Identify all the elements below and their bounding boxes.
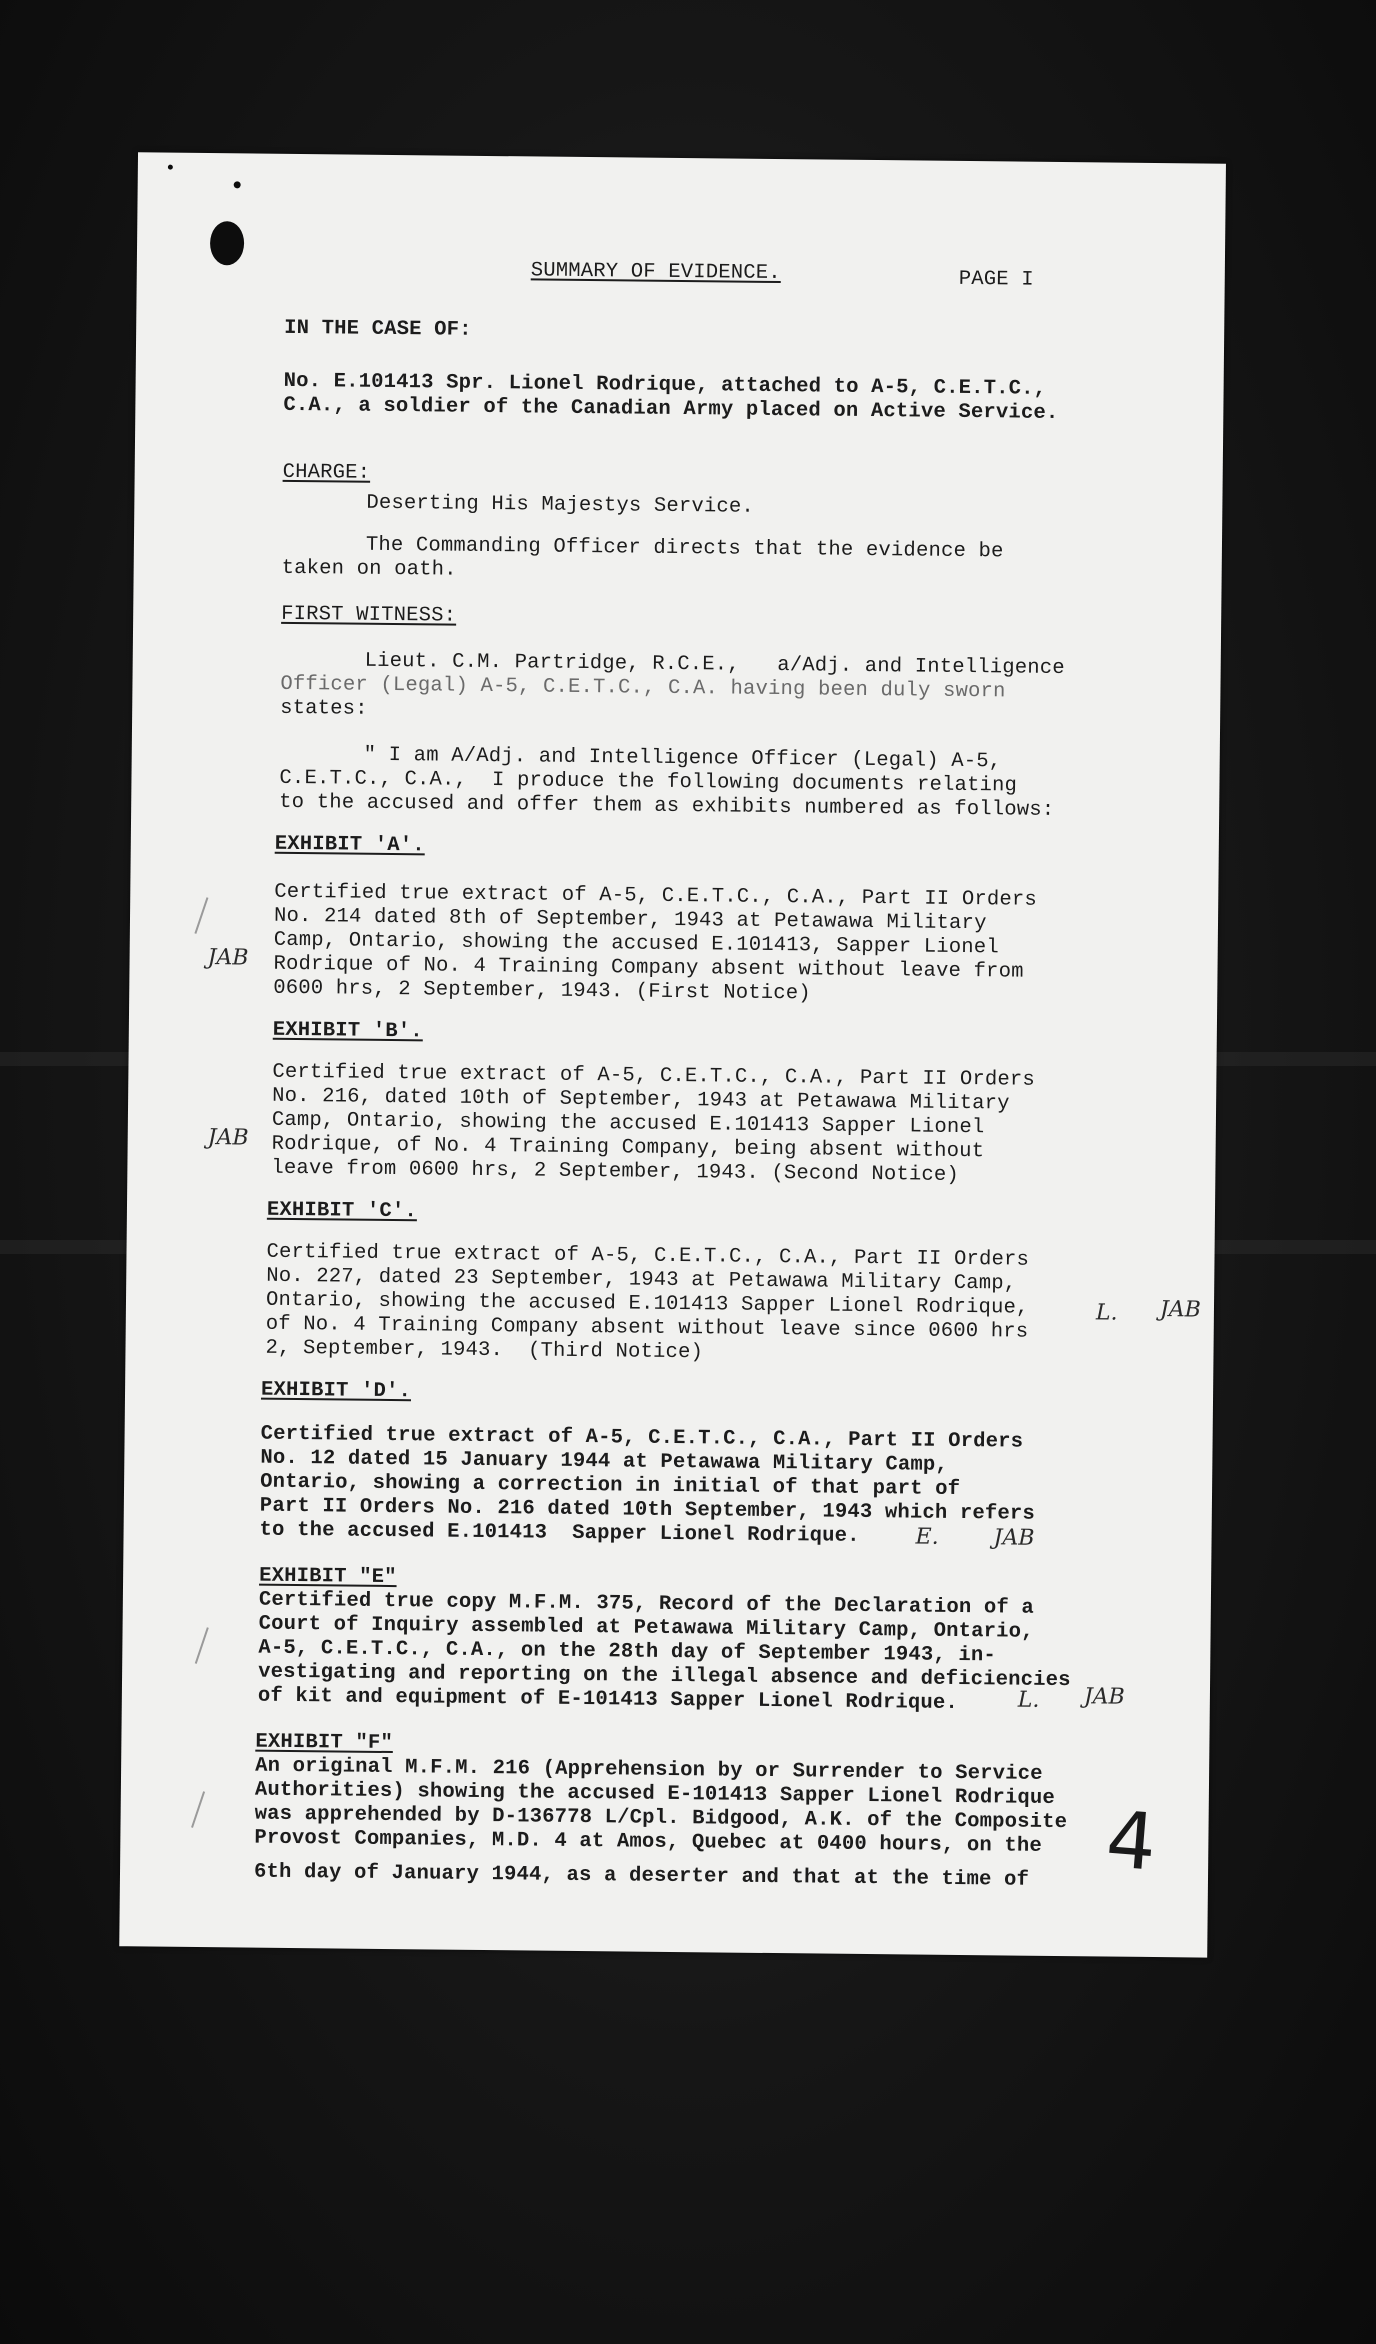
exhibit-line: 0600 hrs, 2 September, 1943. (First Notice)	[273, 976, 811, 1006]
statement-line: to the accused and offer them as exhibits numbered as follows:	[279, 790, 1055, 822]
exhibit-line: Certified true extract of A-5, C.E.T.C., C.A., Part II Orders	[272, 1060, 1036, 1092]
handwritten-initials: JAB	[207, 1125, 249, 1151]
case-line: C.A., a soldier of the Canadian Army placed on Active Service.	[283, 393, 1059, 425]
exhibit-line: leave from 0600 hrs, 2 September, 1943. (Second Notice)	[271, 1156, 960, 1187]
exhibit-line: No. 214 dated 8th of September, 1943 at Petawawa Military	[273, 904, 987, 936]
exhibit-line: to the accused E.101413 Sapper Lionel Rodrique.	[259, 1518, 860, 1548]
exhibit-line: of kit and equipment of E-101413 Sapper Lionel Rodrique.	[257, 1684, 959, 1715]
exhibit-line: No. 227, dated 23 September, 1943 at Petawawa Military Camp,	[266, 1264, 1017, 1296]
exhibit-line: Ontario, showing the accused E.101413 Sapper Lionel Rodrique,	[265, 1288, 1029, 1320]
handwritten-mark: E.	[915, 1524, 939, 1550]
witness-heading: FIRST WITNESS:	[281, 602, 457, 628]
statement-line: " I am A/Adj. and Intelligence Officer (Legal) A-5,	[363, 743, 1002, 774]
page-label: PAGE I	[958, 267, 1034, 292]
document-title: SUMMARY OF EVIDENCE.	[530, 259, 781, 286]
exhibit-heading: EXHIBIT 'D'.	[260, 1378, 412, 1404]
exhibit-line: Rodrique of No. 4 Training Company absent without leave from	[273, 952, 1024, 984]
speck	[168, 165, 173, 170]
exhibit-heading: EXHIBIT "F"	[255, 1730, 394, 1756]
handwritten-mark: L.	[1095, 1300, 1118, 1326]
exhibit-line: Certified true extract of A-5, C.E.T.C., C.A., Part II Orders	[274, 880, 1037, 912]
exhibit-line: 6th day of January 1944, as a deserter and that at the time of	[253, 1860, 1030, 1892]
exhibit-line: Part II Orders No. 216 dated 10th September, 1943 which refers	[259, 1494, 1036, 1526]
exhibit-line: Provost Companies, M.D. 4 at Amos, Quebec at 0400 hours, on the	[254, 1826, 1043, 1858]
handwritten-page-number: 4	[1102, 1794, 1160, 1889]
check-mark-icon	[191, 1791, 220, 1833]
statement-line: C.E.T.C., C.A., I produce the following documents relating	[279, 766, 1018, 798]
exhibit-line: Camp, Ontario, showing the accused E.101413, Sapper Lionel	[273, 928, 999, 960]
exhibit-line: Court of Inquiry assembled at Petawawa Military Camp, Ontario,	[258, 1612, 1034, 1644]
speck	[234, 181, 241, 188]
exhibit-line: vestigating and reporting on the illegal absence and deficiencies	[258, 1660, 1071, 1693]
check-mark-icon	[195, 1627, 224, 1669]
exhibit-line: 2, September, 1943. (Third Notice)	[265, 1336, 704, 1365]
handwritten-initials: JAB	[1083, 1684, 1125, 1710]
exhibit-line: Rodrique, of No. 4 Training Company, being absent without	[271, 1132, 985, 1164]
exhibit-line: Certified true extract of A-5, C.E.T.C., C.A., Part II Orders	[266, 1240, 1030, 1272]
exhibit-line: Certified true extract of A-5, C.E.T.C., C.A., Part II Orders	[260, 1422, 1024, 1454]
exhibit-line: An original M.F.M. 216 (Apprehension by or Surrender to Service	[255, 1754, 1043, 1786]
punch-hole-mark	[210, 221, 244, 265]
exhibit-heading: EXHIBIT 'C'.	[266, 1198, 418, 1224]
exhibit-line: No. 12 dated 15 January 1944 at Petawawa Military Camp,	[260, 1446, 949, 1477]
exhibit-line: A-5, C.E.T.C., C.A., on the 28th day of September 1943, in-	[258, 1636, 997, 1668]
case-heading: IN THE CASE OF:	[284, 316, 472, 342]
exhibit-line: Authorities) showing the accused E-101413 Sapper Lionel Rodrique	[254, 1778, 1056, 1810]
handwritten-initials: JAB	[993, 1525, 1035, 1551]
charge-heading: CHARGE:	[282, 460, 371, 485]
exhibit-line: Ontario, showing a correction in initial of that part of	[259, 1470, 961, 1501]
handwritten-mark: L.	[1017, 1687, 1040, 1713]
witness-line: Lieut. C.M. Partridge, R.C.E., a/Adj. and Intelligence	[364, 649, 1065, 681]
witness-line: Officer (Legal) A-5, C.E.T.C., C.A. having been duly sworn	[280, 672, 1006, 704]
exhibit-line: Certified true copy M.F.M. 375, Record of the Declaration of a	[258, 1588, 1035, 1620]
oath-line: The Commanding Officer directs that the evidence be	[365, 533, 1004, 564]
check-mark-icon	[194, 897, 223, 939]
witness-line: states:	[280, 696, 368, 721]
document-page	[119, 152, 1226, 1957]
handwritten-initials: JAB	[207, 945, 249, 971]
exhibit-heading: EXHIBIT "E"	[259, 1564, 397, 1590]
handwritten-initials: JAB	[1159, 1297, 1201, 1323]
case-line: No. E.101413 Spr. Lionel Rodrique, attached to A-5, C.E.T.C.,	[283, 369, 1047, 401]
exhibit-line: of No. 4 Training Company absent without leave since 0600 hrs	[265, 1312, 1029, 1344]
oath-line: taken on oath.	[281, 556, 457, 582]
charge-text: Deserting His Majestys Service.	[366, 491, 755, 519]
exhibit-line: No. 216, dated 10th of September, 1943 at Petawawa Military	[272, 1084, 1010, 1116]
exhibit-heading: EXHIBIT 'A'.	[274, 832, 425, 858]
exhibit-line: Camp, Ontario, showing the accused E.101413 Sapper Lionel	[271, 1108, 985, 1140]
exhibit-line: was apprehended by D-136778 L/Cpl. Bidgood, A.K. of the Composite	[254, 1802, 1068, 1835]
exhibit-heading: EXHIBIT 'B'.	[272, 1018, 423, 1044]
